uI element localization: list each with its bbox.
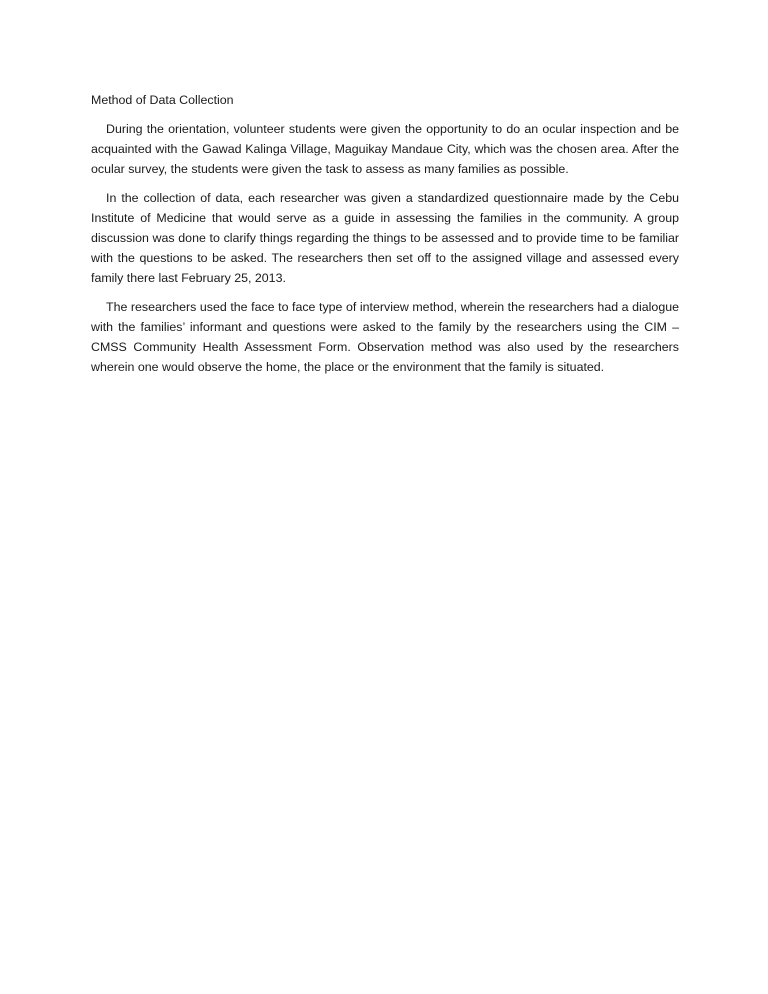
paragraph-data-collection: In the collection of data, each researcher was given a standardized questionnaire made by the Cebu Institute of Medicine that would serve as a guide in assessing the families in the community. A group discussion was done to clarify things regarding the things to be assessed and to provide time to be familiar with the questions to be asked. The researchers then set off to the assigned village and assessed every family there last February 25, 2013. — [91, 191, 679, 285]
section-heading: Method of Data Collection — [91, 93, 234, 107]
paragraph-interview-method: The researchers used the face to face type of interview method, wherein the researchers had a dialogue with the families’ informant and questions were asked to the family by the researchers using the CIM –CMSS Community Health Assessment Form. Observation method was also used by the researchers wherein one would observe the home, the place or the environment that the family is situated. — [91, 300, 679, 374]
document-body — [91, 90, 679, 386]
paragraph-orientation: During the orientation, volunteer students were given the opportunity to do an ocular inspection and be acquainted with the Gawad Kalinga Village, Maguikay Mandaue City, which was the chosen area. After the ocular survey, the students were given the task to assess as many families as possible. — [91, 122, 679, 176]
